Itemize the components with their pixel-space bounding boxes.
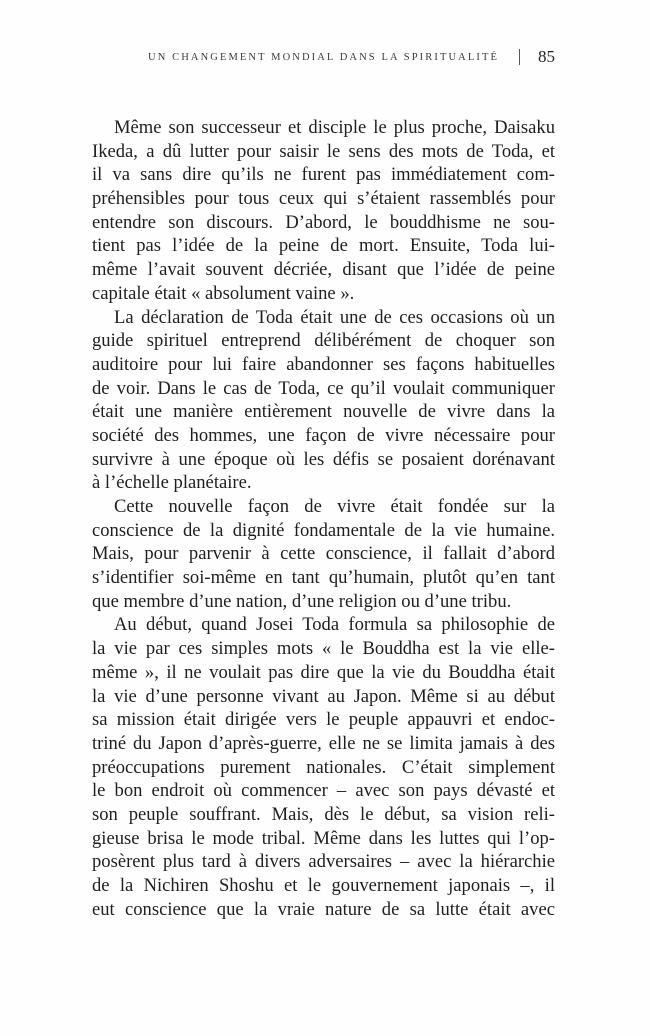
text-line: tient pas l’idée de la peine de mort. Ensuite, Toda lui- [92,235,555,257]
text-line: Au début, quand Josei Toda formula sa philosophie de [114,614,555,636]
text-line: de la Nichiren Shoshu et le gouvernement japonais –, il [92,875,555,896]
text-line: survivre à une époque où les défis se posaient dorénavant [92,448,555,470]
page-number: 85 [538,47,555,66]
text-line: posèrent plus tard à divers adversaires – avec la hiérarchie [92,851,555,873]
text-line: société des hommes, une façon de vivre nécessaire pour [92,424,555,446]
text-line: Ikeda, a dû lutter pour saisir le sens des mots de Toda, et [92,140,555,162]
text-line: Mais, pour parvenir à cette conscience, il fallait d’abord [92,543,555,565]
text-line: sa mission était dirigée vers le peuple appauvri et endoc- [92,709,555,731]
text-line: même », il ne voulait pas dire que la vie du Bouddha était [92,661,555,683]
text-line: le bon endroit où commencer – avec son pays dévasté et [92,780,555,802]
chapter-title: UN CHANGEMENT MONDIAL DANS LA SPIRITUALITÉ [148,51,499,63]
text-line: guide spirituel entreprend délibérément de choquer son [92,330,555,352]
text-line: s’identifier soi-même en tant qu’humain, plutôt qu’en tant [92,567,555,589]
text-line: il va sans dire qu’ils ne furent pas immédiatement com- [92,164,555,186]
text-line: La déclaration de Toda était une de ces occasions où un [114,306,555,328]
text-line: préhensibles pour tous ceux qui s’étaient rassemblés pour [92,188,555,210]
text-line: son peuple souffrant. Mais, dès le début, sa vision reli- [92,803,555,825]
text-line: entendre son discours. D’abord, le bouddhisme ne sou- [92,211,555,233]
text-line: à l’échelle planétaire. [92,472,252,494]
text-line: eut conscience que la vraie nature de sa lutte était avec [92,898,555,920]
running-head [100,46,555,68]
text-line: était une manière entièrement nouvelle de vivre dans la [92,401,555,423]
text-line: Cette nouvelle façon de vivre était fondée sur la [114,496,555,517]
text-line: auditoire pour lui faire abandonner ses façons habituelles [92,353,555,375]
body-text [92,116,555,921]
text-line: que membre d’une nation, d’une religion ou d’une tribu. [92,590,512,612]
text-line: la vie d’une personne vivant au Japon. Même si au début [92,685,555,707]
text-line: préoccupations purement nationales. C’était simplement [92,756,555,778]
text-line: capitale était « absolument vaine ». [92,282,355,304]
text-line: triné du Japon d’après-guerre, elle ne se limita jamais à des [92,732,555,754]
text-line: de voir. Dans le cas de Toda, ce qu’il voulait communiquer [92,377,555,399]
text-line: Même son successeur et disciple le plus proche, Daisaku [114,117,555,138]
header-divider [519,49,520,65]
text-line: gieuse brisa le mode tribal. Même dans les luttes qui l’op- [92,827,555,849]
text-line: la vie par ces simples mots « le Bouddha est la vie elle- [92,638,555,660]
text-line: conscience de la dignité fondamentale de la vie humaine. [92,519,555,541]
text-line: même l’avait souvent décriée, disant que l’idée de peine [92,259,555,281]
